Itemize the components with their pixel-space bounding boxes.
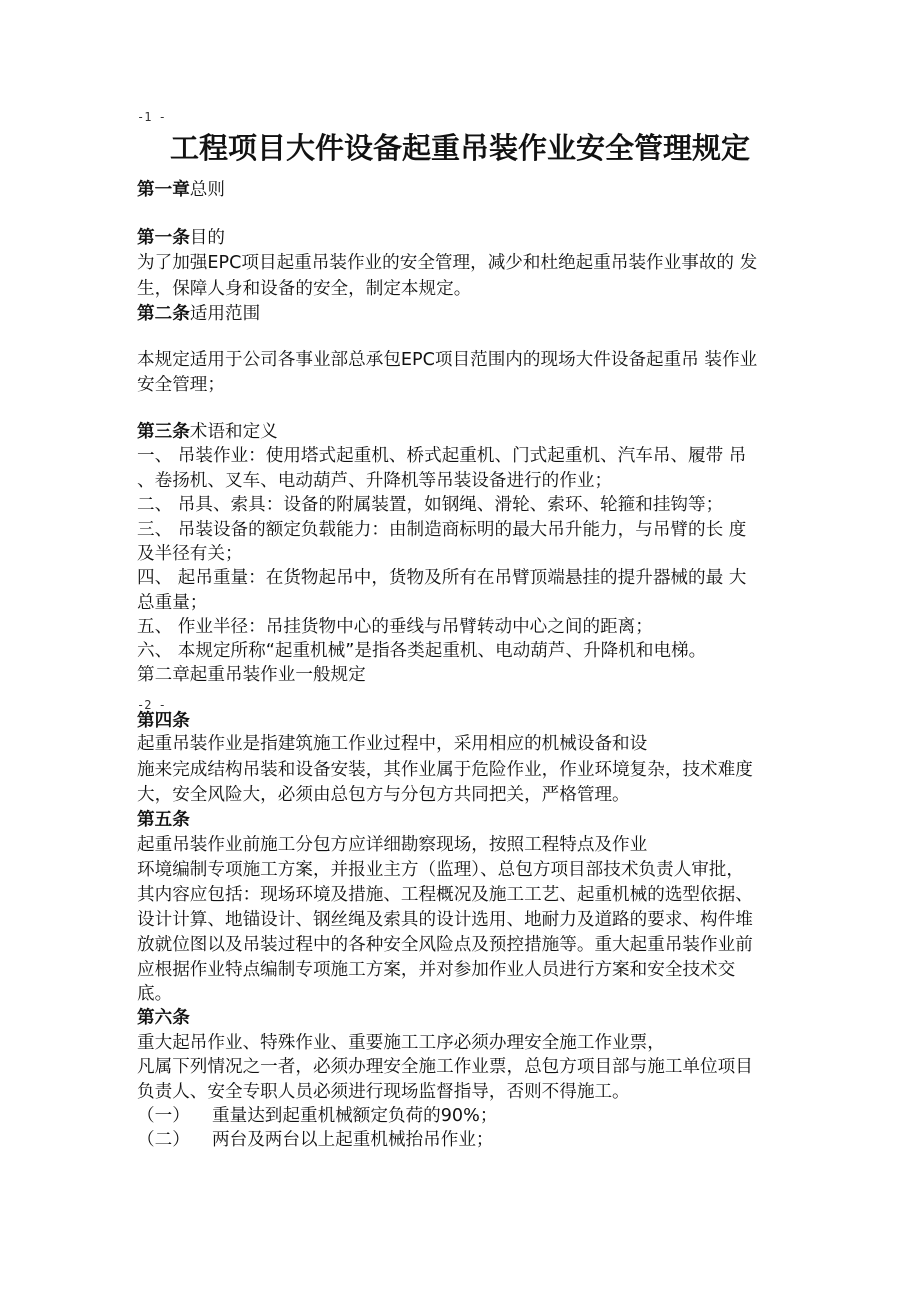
line-text: 设计计算、地锚设计、钢丝绳及索具的设计选用、地耐力及道路的要求、构件堆 [137, 910, 753, 930]
line-text: 生，保障人身和设备的安全，制定本规定。 [137, 279, 472, 299]
text-line [137, 277, 471, 301]
text-line [137, 615, 653, 639]
text-line [137, 908, 753, 932]
text-line [137, 518, 746, 542]
text-line [137, 1128, 494, 1152]
section-heading-line [137, 302, 260, 326]
line-text: 五、 作业半径：吊挂货物中心的垂线与吊臂转动中心之间的距离； [137, 617, 653, 637]
line-text: 总则 [189, 180, 225, 200]
line-text: 一、 吊装作业：使用塔式起重机、桥式起重机、门式起重机、汽车吊、履带 吊 [137, 446, 747, 466]
text-line [137, 542, 243, 566]
text-line [137, 982, 172, 1006]
article-label: 第五条 [137, 810, 190, 830]
line-text: 起重吊装作业是指建筑施工作业过程中，采用相应的机械设备和设 [137, 734, 648, 754]
text-line [137, 348, 757, 372]
article-label: 第六条 [137, 1008, 190, 1028]
line-text: 二、 吊具、索具：设备的附属装置，如钢绳、滑轮、索环、轮箍和挂钩等； [137, 495, 724, 515]
line-text: 目的 [189, 228, 225, 248]
article-label: 第二条 [137, 304, 190, 324]
article-label: 第一条 [137, 228, 190, 248]
text-line [137, 663, 366, 687]
line-text: 适用范围 [189, 304, 261, 324]
text-line [137, 493, 723, 517]
text-line [137, 566, 746, 590]
line-text: 两台及两台以上起重机械抬吊作业； [212, 1130, 494, 1150]
document-title: 工程项目大件设备起重吊装作业安全管理规定 [169, 131, 750, 165]
list-item-label: （二） [137, 1130, 190, 1150]
text-line [137, 373, 225, 397]
section-heading-line [137, 178, 225, 202]
text-line [137, 883, 753, 907]
line-text: 重大起吊作业、特殊作业、重要施工工序必须办理安全施工作业票， [137, 1033, 665, 1053]
text-line [137, 1080, 630, 1104]
line-text: 施来完成结构吊装和设备安装，其作业属于危险作业，作业环境复杂，技术难度 [137, 760, 753, 780]
line-text: 底。 [137, 984, 173, 1004]
line-text: 凡属下列情况之一者，必须办理安全施工作业票，总包方项目部与施工单位项目 [137, 1057, 753, 1077]
line-text: 及半径有关； [137, 544, 243, 564]
line-text: 术语和定义 [189, 422, 278, 442]
page-number-2: -2 - [137, 698, 166, 712]
section-heading-line [137, 226, 225, 250]
text-line [137, 758, 753, 782]
section-heading-line [137, 420, 278, 444]
text-line [137, 1031, 665, 1055]
line-text: 安全管理； [137, 375, 225, 395]
text-line [137, 1104, 497, 1128]
section-heading-line [137, 1006, 190, 1030]
line-text: 四、 起吊重量：在货物起吊中，货物及所有在吊臂顶端悬挂的提升器械的最 大 [137, 568, 747, 588]
article-label: 第四条 [137, 711, 190, 731]
line-text: 放就位图以及吊装过程中的各种安全风险点及预控措施等。重大起重吊装作业前 [137, 935, 753, 955]
line-text: 重量达到起重机械额定负荷的90%； [212, 1106, 498, 1126]
line-text: 负责人、安全专职人员必须进行现场监督指导，否则不得施工。 [137, 1082, 630, 1102]
article-label: 第一章 [137, 180, 190, 200]
text-line [137, 732, 647, 756]
line-text: 三、 吊装设备的额定负载能力：由制造商标明的最大吊升能力，与吊臂的长 度 [137, 520, 747, 540]
line-text: 为了加强EPC项目起重吊装作业的安全管理，减少和杜绝起重吊装作业事故的 发 [137, 253, 758, 273]
text-line [137, 469, 612, 493]
text-line [137, 251, 757, 275]
article-label: 第三条 [137, 422, 190, 442]
text-line [137, 858, 744, 882]
line-text: 第二章起重吊装作业一般规定 [137, 665, 366, 685]
text-line [137, 933, 753, 957]
text-line [137, 444, 746, 468]
line-text: 、卷扬机、叉车、电动葫芦、升降机等吊装设备进行的作业； [137, 471, 613, 491]
line-text: 应根据作业特点编制专项施工方案，并对参加作业人员进行方案和安全技术交 [137, 960, 736, 980]
line-text: 大，安全风险大，必须由总包方与分包方共同把关，严格管理。 [137, 785, 630, 805]
page-number-1: -1 - [137, 110, 166, 124]
line-text: 起重吊装作业前施工分包方应详细勘察现场，按照工程特点及作业 [137, 835, 648, 855]
text-line [137, 591, 207, 615]
text-line [137, 958, 735, 982]
section-heading-line [137, 709, 190, 733]
section-heading-line [137, 808, 190, 832]
line-text: 其内容应包括：现场环境及措施、工程概况及施工工艺、起重机械的选型依据、 [137, 885, 753, 905]
line-text: 环境编制专项施工方案，并报业主方（监理）、总包方项目部技术负责人审批， [137, 860, 744, 880]
text-line [137, 783, 630, 807]
line-text: 六、 本规定所称“起重机械”是指各类起重机、电动葫芦、升降机和电梯。 [137, 641, 707, 661]
line-text: 总重量； [137, 593, 208, 613]
text-line [137, 639, 706, 663]
text-line [137, 833, 647, 857]
line-text: 本规定适用于公司各事业部总承包EPC项目范围内的现场大件设备起重吊 装作业 [137, 350, 758, 370]
text-line [137, 1055, 753, 1079]
list-item-label: （一） [137, 1106, 190, 1126]
